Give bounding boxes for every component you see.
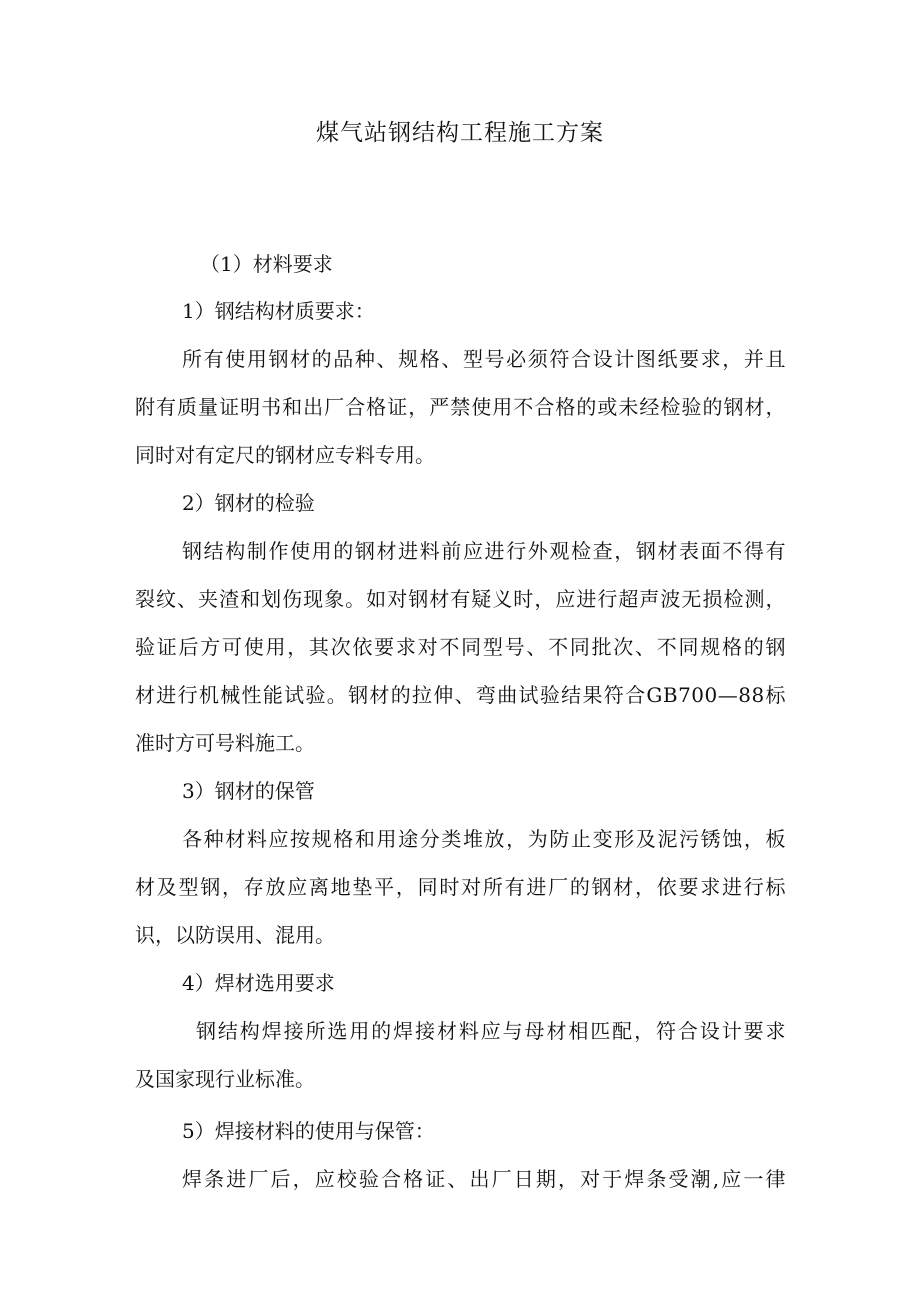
subheading-steel-inspection: 2）钢材的检验 — [182, 491, 315, 515]
paragraph-line: 准时方可号料施工。 — [135, 731, 315, 755]
subheading-welding-material-usage: 5）焊接材料的使用与保管： — [182, 1119, 435, 1143]
subheading-steel-quality: 1）钢结构材质要求： — [182, 299, 375, 323]
section-heading-materials: （1）材料要求 — [200, 252, 333, 276]
paragraph-line: 材及型钢，存放应离地垫平，同时对所有进厂的钢材，依要求进行标 — [135, 875, 786, 899]
paragraph-line: 识，以防误用、混用。 — [135, 923, 335, 947]
paragraph-line: 同时对有定尺的钢材应专料专用。 — [135, 443, 435, 467]
paragraph-line: 附有质量证明书和出厂合格证，严禁使用不合格的或未经检验的钢材， — [135, 395, 786, 419]
paragraph-line: 钢结构焊接所选用的焊接材料应与母材相匹配，符合设计要求 — [196, 1019, 786, 1043]
paragraph-line: 材进行机械性能试验。钢材的拉伸、弯曲试验结果符合GB700—88标 — [135, 683, 786, 707]
paragraph-line: 焊条进厂后，应校验合格证、出厂日期，对于焊条受潮,应一律 — [182, 1167, 786, 1191]
document-title: 煤气站钢结构工程施工方案 — [316, 120, 604, 146]
subheading-steel-storage: 3）钢材的保管 — [182, 779, 315, 803]
paragraph-line: 验证后方可使用，其次依要求对不同型号、不同批次、不同规格的钢 — [135, 635, 786, 659]
paragraph-line: 钢结构制作使用的钢材进料前应进行外观检查，钢材表面不得有 — [182, 539, 786, 563]
paragraph-line: 裂纹、夹渣和划伤现象。如对钢材有疑义时，应进行超声波无损检测， — [135, 587, 786, 611]
paragraph-line: 及国家现行业标准。 — [135, 1067, 315, 1091]
paragraph-line: 所有使用钢材的品种、规格、型号必须符合设计图纸要求，并且 — [182, 347, 786, 371]
subheading-welding-material-selection: 4）焊材选用要求 — [182, 971, 335, 995]
paragraph-line: 各种材料应按规格和用途分类堆放，为防止变形及泥污锈蚀，板 — [182, 827, 786, 851]
